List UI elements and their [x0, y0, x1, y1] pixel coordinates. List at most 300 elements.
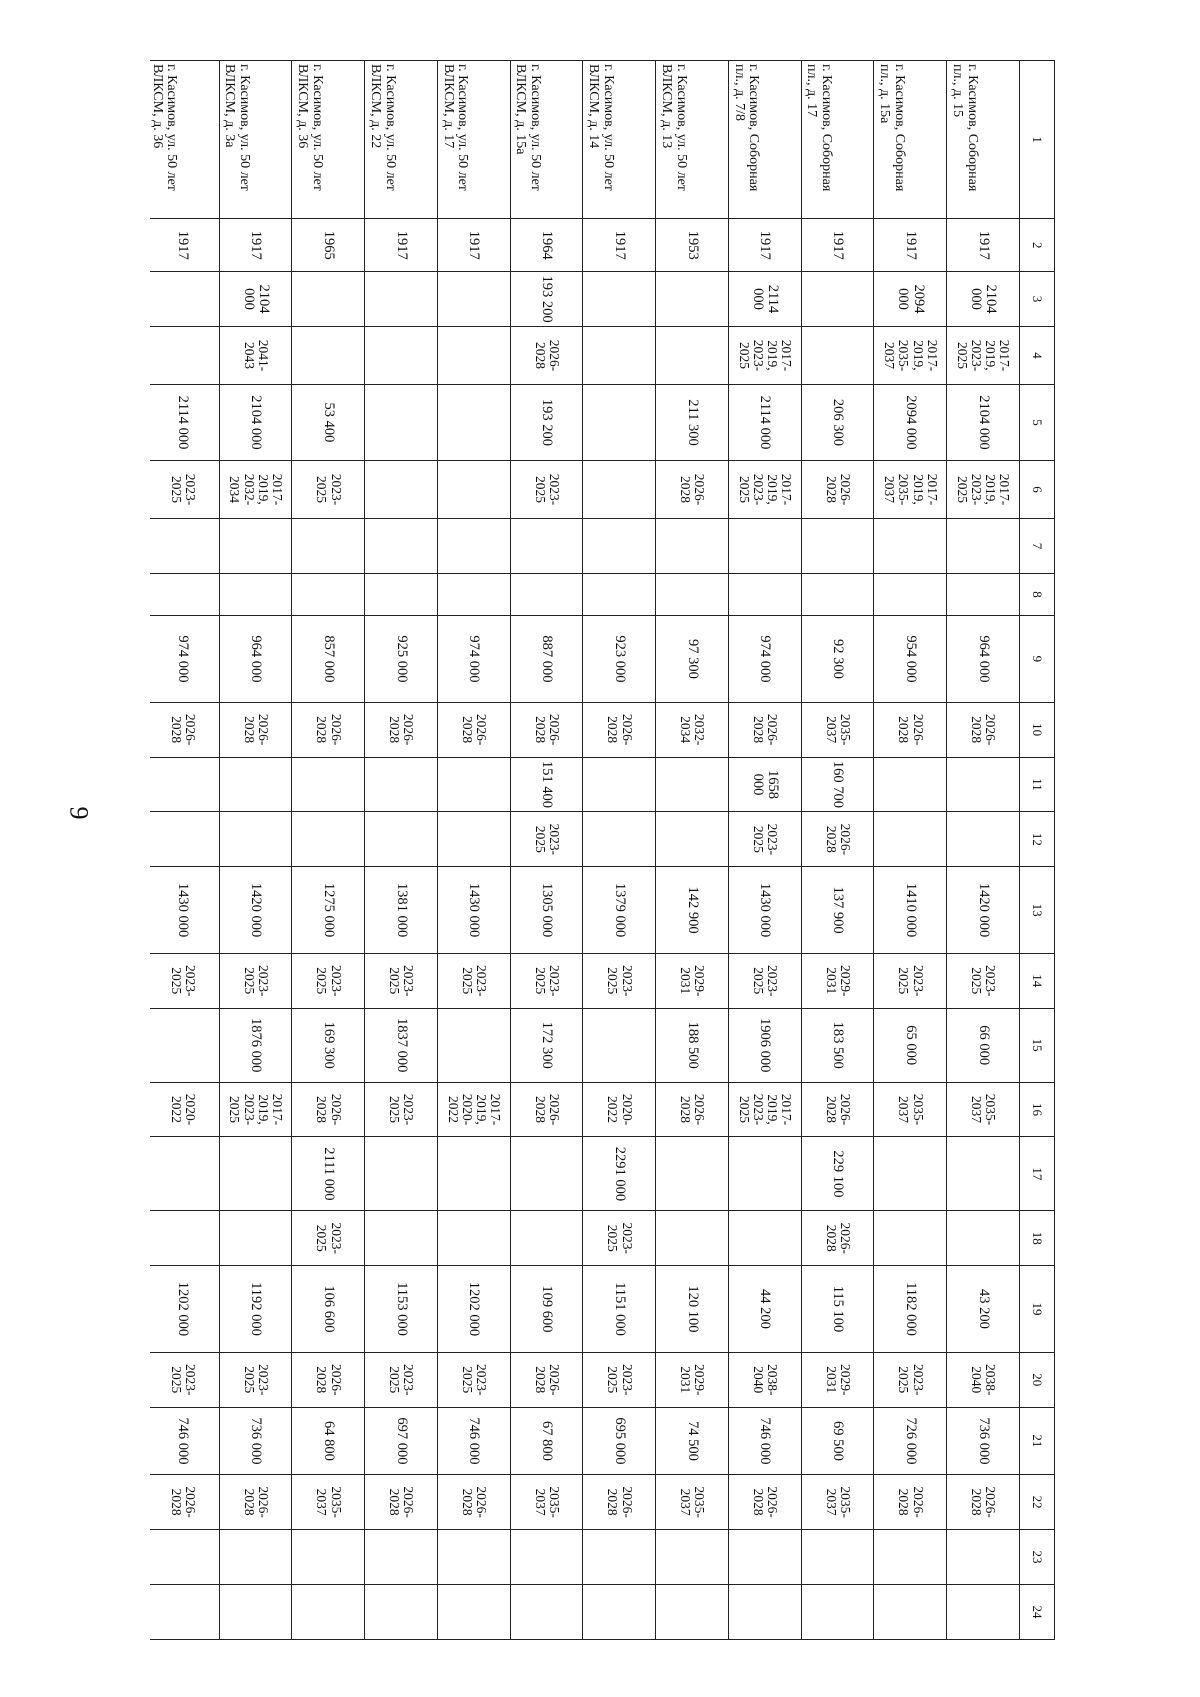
table-cell: [583, 219, 656, 272]
table-cell: [874, 1407, 947, 1475]
cell-text: 1410 000: [902, 882, 919, 938]
cell-text: 65 000: [902, 1025, 919, 1066]
table-row: [365, 61, 438, 1640]
table-cell: [292, 867, 365, 954]
table-cell: [292, 219, 365, 272]
table-cell: [219, 460, 292, 518]
cell-text: 2026-2028: [605, 713, 635, 746]
cell-text: 1182 000: [902, 1282, 919, 1336]
cell-text: г. Касимов, Соборная пл., д. 15а: [877, 64, 907, 192]
table-cell: [365, 702, 438, 757]
table-row: [656, 61, 729, 1640]
table-cell: [510, 812, 583, 867]
table-cell: [150, 1266, 219, 1353]
table-cell: [150, 1475, 219, 1530]
cell-text: 2023-2025: [168, 473, 199, 506]
table-cell: [874, 272, 947, 327]
table-cell: [874, 1211, 947, 1266]
table-cell: [947, 1082, 1020, 1137]
table-cell: [874, 1475, 947, 1530]
table-cell: [219, 1584, 292, 1639]
cell-text: 887 000: [539, 635, 556, 683]
column-header-24: 24: [1020, 1584, 1055, 1639]
cell-text: 2026-2028: [387, 1486, 417, 1518]
column-header-7: 7: [1020, 519, 1055, 574]
table-cell: [438, 573, 511, 615]
cell-text: г. Касимов, ул. 50 лет ВЛКСМ, д. 36: [150, 64, 180, 191]
table-cell: [292, 1266, 365, 1353]
column-header-19: 19: [1020, 1266, 1055, 1353]
address-cell: [656, 61, 729, 219]
table-cell: [801, 1082, 874, 1137]
table-cell: [656, 1352, 729, 1407]
cell-text: 2017-2019, 2023-2025: [736, 339, 795, 372]
table-cell: [219, 1211, 292, 1266]
cell-text: 2026-2028: [532, 1363, 562, 1396]
table-cell: [583, 1407, 656, 1475]
table-cell: [510, 460, 583, 518]
cell-text: 2035-2037: [678, 1486, 708, 1518]
cell-text: 736 000: [248, 1417, 265, 1465]
column-header-17: 17: [1020, 1137, 1055, 1211]
table-cell: [438, 460, 511, 518]
table-cell: [729, 1407, 802, 1475]
cell-text: 923 000: [611, 635, 628, 683]
table-cell: [947, 616, 1020, 703]
cell-text: 151 400: [539, 760, 556, 809]
table-cell: [292, 460, 365, 518]
table-cell: [729, 812, 802, 867]
table-cell: [729, 1137, 802, 1211]
table-cell: [583, 953, 656, 1008]
cell-text: 74 500: [684, 1420, 701, 1461]
table-cell: [510, 867, 583, 954]
table-cell: [874, 1584, 947, 1639]
cell-text: 44 200: [757, 1289, 774, 1329]
table-cell: [947, 1407, 1020, 1475]
table-cell: [510, 1352, 583, 1407]
cell-text: 106 600: [320, 1285, 337, 1333]
cell-text: 2023-2025: [605, 965, 635, 997]
table-cell: [510, 272, 583, 327]
cell-text: г. Касимов, ул. 50 лет ВЛКСМ, д. 14: [586, 64, 616, 191]
column-header-22: 22: [1020, 1475, 1055, 1530]
table-cell: [365, 272, 438, 327]
table-cell: [656, 1584, 729, 1639]
table-cell: [365, 812, 438, 867]
cell-text: 2114 000: [749, 284, 782, 314]
table-cell: [438, 385, 511, 461]
cell-text: 211 300: [684, 399, 701, 446]
cell-text: 1906 000: [757, 1017, 774, 1073]
column-header-3: 3: [1020, 272, 1055, 327]
table-cell: [656, 867, 729, 954]
table-cell: [801, 1475, 874, 1530]
cell-text: 2023-2025: [532, 473, 562, 506]
table-cell: [947, 1584, 1020, 1639]
column-header-11: 11: [1020, 757, 1055, 812]
cell-text: 1658 000: [749, 769, 782, 799]
table-cell: [438, 1475, 511, 1530]
table-cell: [874, 616, 947, 703]
cell-text: 169 300: [320, 1021, 337, 1069]
cell-text: 2104 000: [968, 284, 1000, 314]
table-cell: [583, 1082, 656, 1137]
table-cell: [438, 1530, 511, 1585]
table-cell: [729, 867, 802, 954]
table-cell: [947, 519, 1020, 574]
table-cell: [656, 219, 729, 272]
cell-text: 2026-2028: [750, 713, 781, 746]
address-cell: [292, 61, 365, 219]
table-cell: [947, 1008, 1020, 1082]
table-cell: [583, 519, 656, 574]
cell-text: 92 300: [830, 638, 847, 679]
table-cell: [292, 1407, 365, 1475]
column-header-6: 6: [1020, 460, 1055, 518]
cell-text: 1917: [466, 230, 483, 260]
table-cell: [874, 385, 947, 461]
table-cell: [150, 702, 219, 757]
table-cell: [510, 573, 583, 615]
table-cell: [438, 1082, 511, 1137]
column-header-8: 8: [1020, 573, 1055, 615]
cell-text: 1917: [830, 230, 847, 260]
cell-text: 964 000: [248, 635, 265, 683]
cell-text: 2020-2022: [168, 1093, 199, 1126]
cell-text: 64 800: [320, 1420, 337, 1461]
table-cell: [583, 1008, 656, 1082]
table-cell: [801, 573, 874, 615]
column-header-12: 12: [1020, 812, 1055, 867]
address-cell: [801, 61, 874, 219]
table-cell: [874, 757, 947, 812]
cell-text: 2026-2028: [314, 1093, 344, 1126]
table-cell: [947, 1352, 1020, 1407]
table-cell: [438, 272, 511, 327]
cell-text: 2035-2037: [823, 713, 853, 746]
table-cell: [656, 1530, 729, 1585]
table-cell: [947, 385, 1020, 461]
cell-text: 2026-2028: [168, 713, 199, 746]
table-cell: [365, 867, 438, 954]
table-cell: [150, 757, 219, 812]
table-cell: [219, 1266, 292, 1353]
cell-text: 746 000: [175, 1417, 192, 1465]
table-cell: [801, 460, 874, 518]
cell-text: 2026-2028: [823, 1093, 853, 1126]
table-row: [219, 61, 292, 1640]
table-cell: [292, 1352, 365, 1407]
cell-text: 1379 000: [611, 882, 628, 938]
cell-text: 2026-2028: [823, 1222, 853, 1255]
table-cell: [801, 1211, 874, 1266]
cell-text: 1917: [902, 230, 919, 260]
table-cell: [583, 757, 656, 812]
cell-text: 1917: [611, 230, 628, 260]
cell-text: 2023-2025: [532, 823, 562, 856]
cell-text: 746 000: [757, 1417, 774, 1465]
table-cell: [365, 1352, 438, 1407]
cell-text: 137 900: [830, 886, 847, 934]
cell-text: 1917: [175, 230, 192, 260]
table-cell: [150, 1407, 219, 1475]
cell-text: 2017-2019, 2035-2037: [882, 339, 940, 372]
table-cell: [292, 1082, 365, 1137]
table-cell: [729, 1082, 802, 1137]
cell-text: 2026-2028: [532, 713, 562, 746]
cell-text: 193 200: [539, 275, 556, 323]
table-cell: [219, 573, 292, 615]
table-cell: [365, 1137, 438, 1211]
table-cell: [438, 1008, 511, 1082]
table-row: [874, 61, 947, 1640]
table-cell: [874, 702, 947, 757]
table-cell: [583, 1137, 656, 1211]
table-cell: [438, 812, 511, 867]
table-cell: [150, 812, 219, 867]
table-cell: [947, 867, 1020, 954]
table-cell: [656, 385, 729, 461]
cell-text: 2023-2025: [241, 1363, 271, 1396]
table-cell: [438, 1266, 511, 1353]
table-cell: [150, 1211, 219, 1266]
cell-text: 2023-2025: [605, 1363, 635, 1396]
column-header-5: 5: [1020, 385, 1055, 461]
table-cell: [219, 1530, 292, 1585]
table-cell: [656, 812, 729, 867]
cell-text: 109 600: [539, 1285, 556, 1333]
table-cell: [656, 757, 729, 812]
cell-text: 2104 000: [248, 395, 265, 450]
table-cell: [729, 1530, 802, 1585]
cell-text: 2026-2028: [823, 473, 853, 506]
cell-text: 2020-2022: [605, 1093, 635, 1126]
table-cell: [656, 573, 729, 615]
table-cell: [947, 1137, 1020, 1211]
table-cell: [874, 1530, 947, 1585]
table-cell: [874, 1266, 947, 1353]
table-cell: [947, 757, 1020, 812]
table-cell: [801, 1407, 874, 1475]
cell-text: 1430 000: [757, 882, 774, 938]
table-cell: [510, 219, 583, 272]
table-cell: [292, 519, 365, 574]
table-cell: [801, 867, 874, 954]
table-cell: [729, 1211, 802, 1266]
table-cell: [510, 616, 583, 703]
cell-text: 2026-2028: [969, 713, 999, 746]
table-cell: [874, 326, 947, 384]
column-header-16: 16: [1020, 1082, 1055, 1137]
cell-text: г. Касимов, ул. 50 лет ВЛКСМ, д. 17: [440, 64, 471, 191]
cell-text: 2017-2019, 2020-2022: [445, 1093, 504, 1126]
table-cell: [583, 573, 656, 615]
table-cell: [510, 1475, 583, 1530]
cell-text: 43 200: [975, 1289, 992, 1329]
cell-text: 67 800: [539, 1420, 556, 1461]
cell-text: 964 000: [975, 635, 992, 683]
cell-text: 1381 000: [393, 882, 410, 938]
column-header-1: 1: [1020, 61, 1055, 219]
column-header-2: 2: [1020, 219, 1055, 272]
cell-text: 2023-2025: [241, 965, 271, 997]
table-cell: [656, 1407, 729, 1475]
cell-text: 2023-2025: [896, 965, 926, 997]
address-cell: [150, 61, 219, 219]
table-cell: [947, 1530, 1020, 1585]
cell-text: 2023-2025: [168, 1363, 199, 1396]
table-cell: [292, 573, 365, 615]
table-cell: [874, 1082, 947, 1137]
table-cell: [219, 219, 292, 272]
cell-text: 2026-2028: [678, 1093, 708, 1126]
table-cell: [219, 1082, 292, 1137]
cell-text: 2094 000: [895, 284, 927, 314]
cell-text: 736 000: [975, 1417, 992, 1465]
cell-text: 2023-2025: [750, 965, 781, 997]
cell-text: 2026-2028: [823, 823, 853, 856]
cell-text: 2026-2028: [387, 713, 417, 746]
cell-text: 188 500: [684, 1021, 701, 1069]
column-header-23: 23: [1020, 1530, 1055, 1585]
table-cell: [729, 1008, 802, 1082]
table-cell: [583, 812, 656, 867]
table-cell: [219, 702, 292, 757]
cell-text: 115 100: [830, 1285, 847, 1333]
cell-text: 229 100: [830, 1150, 847, 1198]
cell-text: 1917: [248, 230, 265, 260]
cell-text: 2023-2025: [168, 965, 199, 997]
cell-text: 2026-2028: [314, 713, 344, 746]
cell-text: 2026-2028: [459, 713, 490, 746]
table-cell: [438, 519, 511, 574]
table-cell: [947, 812, 1020, 867]
cell-text: 2035-2037: [314, 1486, 344, 1518]
table-cell: [438, 953, 511, 1008]
cell-text: 2023-2025: [896, 1363, 926, 1396]
cell-text: 2026-2028: [605, 1486, 635, 1518]
table-cell: [656, 1266, 729, 1353]
cell-text: 2023-2025: [314, 473, 344, 506]
column-header-15: 15: [1020, 1008, 1055, 1082]
table-cell: [150, 460, 219, 518]
table-cell: [947, 953, 1020, 1008]
cell-text: 2035-2037: [532, 1486, 562, 1518]
table-cell: [365, 219, 438, 272]
cell-text: 53 400: [320, 402, 337, 443]
table-cell: [365, 616, 438, 703]
table-cell: [947, 272, 1020, 327]
address-cell: [219, 61, 292, 219]
table-cell: [656, 1008, 729, 1082]
table-cell: [801, 616, 874, 703]
table-cell: [729, 219, 802, 272]
table-cell: [292, 1137, 365, 1211]
table-cell: [438, 1407, 511, 1475]
table-cell: [947, 702, 1020, 757]
column-header-10: 10: [1020, 702, 1055, 757]
column-header-4: 4: [1020, 326, 1055, 384]
cell-text: г. Касимов, Соборная пл., д. 15: [949, 64, 980, 192]
cell-text: 1837 000: [393, 1017, 410, 1073]
address-cell: [438, 61, 511, 219]
table-cell: [150, 1008, 219, 1082]
table-cell: [729, 757, 802, 812]
cell-text: 1917: [757, 230, 774, 260]
table-cell: [365, 460, 438, 518]
cell-text: 2023-2025: [750, 823, 781, 856]
cell-text: 193 200: [539, 398, 556, 447]
table-cell: [729, 953, 802, 1008]
cell-text: 974 000: [175, 635, 192, 683]
cell-text: 2026-2028: [896, 713, 926, 746]
table-cell: [510, 1137, 583, 1211]
table-cell: [729, 616, 802, 703]
table-cell: [874, 519, 947, 574]
cell-text: 2017-2019, 2023-2025: [736, 1093, 795, 1126]
table-cell: [150, 385, 219, 461]
address-cell: [583, 61, 656, 219]
table-cell: [150, 1137, 219, 1211]
table-cell: [150, 519, 219, 574]
page-number: 9: [64, 806, 94, 820]
table-body: [150, 61, 1020, 1640]
table-cell: [729, 702, 802, 757]
table-cell: [656, 1211, 729, 1266]
cell-text: 1430 000: [175, 882, 192, 938]
column-header-13: 13: [1020, 867, 1055, 954]
table-row: [801, 61, 874, 1640]
cell-text: 2035-2037: [823, 1486, 853, 1518]
cell-text: 2023-2025: [459, 965, 490, 997]
table-row: [292, 61, 365, 1640]
table-cell: [947, 1211, 1020, 1266]
table-cell: [583, 1211, 656, 1266]
table-cell: [583, 702, 656, 757]
cell-text: 974 000: [466, 635, 483, 683]
address-cell: [510, 61, 583, 219]
table-cell: [292, 1584, 365, 1639]
cell-text: 1917: [975, 230, 992, 260]
table-row: [947, 61, 1020, 1640]
table-cell: [656, 702, 729, 757]
cell-text: 2026-2028: [532, 339, 562, 372]
cell-text: 160 700: [830, 760, 847, 809]
table-cell: [510, 1407, 583, 1475]
cell-text: 2023-2025: [387, 965, 417, 997]
cell-text: 746 000: [466, 1417, 483, 1465]
cell-text: 2026-2028: [459, 1486, 490, 1518]
table-cell: [365, 1266, 438, 1353]
table-cell: [801, 1584, 874, 1639]
table-cell: [947, 1266, 1020, 1353]
table-cell: [365, 1530, 438, 1585]
table-cell: [583, 1266, 656, 1353]
cell-text: 1153 000: [393, 1282, 410, 1336]
table-cell: [219, 812, 292, 867]
table-cell: [219, 616, 292, 703]
cell-text: 2041-2043: [241, 339, 271, 372]
cell-text: 2026-2028: [678, 473, 708, 506]
cell-text: 2038-2040: [750, 1363, 781, 1396]
cell-text: 1965: [320, 230, 337, 260]
cell-text: 2026-2028: [241, 713, 271, 746]
cell-text: 120 100: [684, 1285, 701, 1333]
cell-text: г. Касимов, ул. 50 лет ВЛКСМ, д. 15а: [513, 64, 544, 191]
table-cell: [583, 326, 656, 384]
cell-text: 2026-2028: [750, 1486, 781, 1518]
